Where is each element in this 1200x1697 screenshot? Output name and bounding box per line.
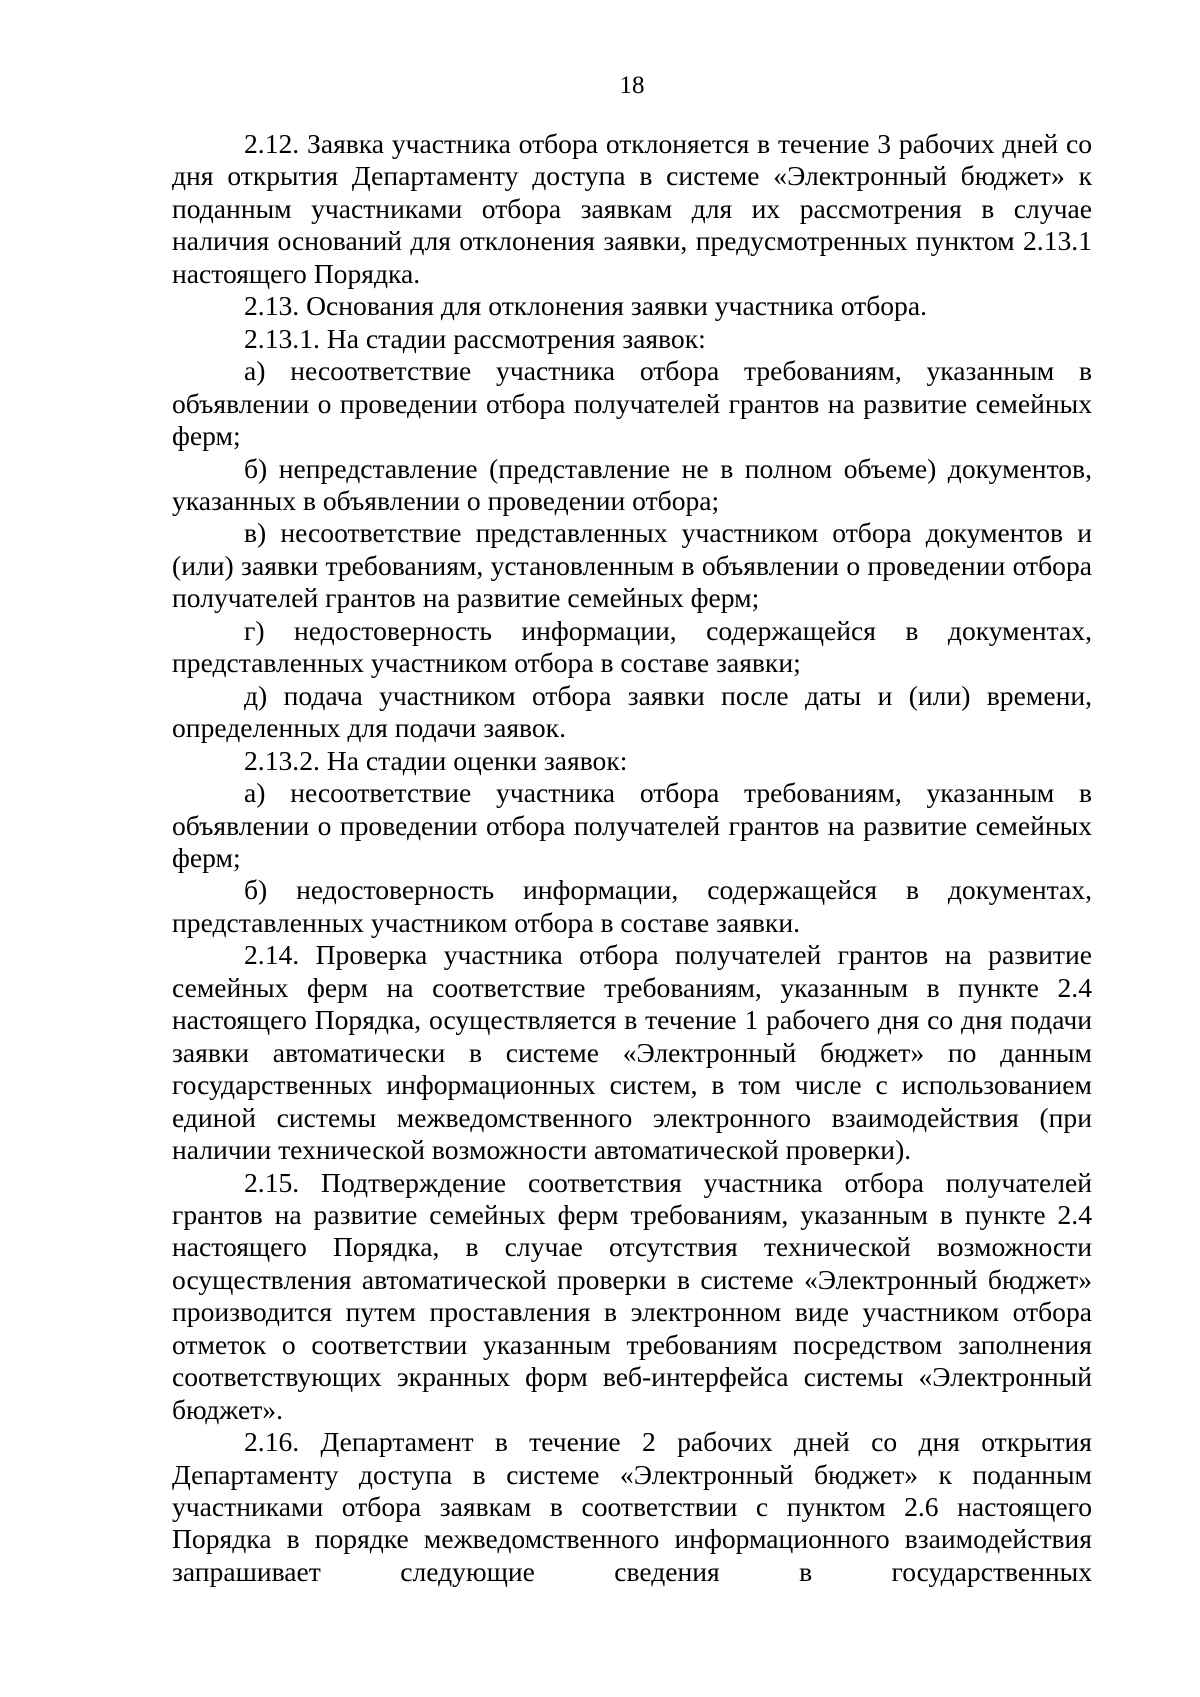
paragraph-2-12: 2.12. Заявка участника отбора отклоняется в течение 3 рабочих дней со дня открытия Департаменту доступа в системе «Электронный бюджет» к поданным участниками отбора заявкам для их рассмотрения в случае наличия оснований для отклонения заявки, предусмотренных пунктом 2.13.1 настоящего Порядка. <box>172 128 1092 289</box>
paragraph-2-13-1-a: а) несоответствие участника отбора требованиям, указанным в объявлении о проведении отбора получателей грантов на развитие семейных ферм; <box>172 355 1092 452</box>
document-body <box>172 128 1092 1588</box>
paragraph-2-13-1-b: б) непредставление (представление не в полном объеме) документов, указанных в объявлении о проведении отбора; <box>172 452 1092 516</box>
paragraph-2-13-2: 2.13.2. На стадии оценки заявок: <box>244 744 628 776</box>
paragraph-2-13-1-d: д) подача участником отбора заявки после даты и (или) времени, определенных для подачи заявок. <box>172 679 1092 744</box>
paragraph-2-13-2-b: б) недостоверность информации, содержащейся в документах, представленных участником отбора в составе заявки. <box>172 874 1092 938</box>
page-number: 18 <box>619 72 645 99</box>
paragraph-2-13-2-a: а) несоответствие участника отбора требованиям, указанным в объявлении о проведении отбора получателей грантов на развитие семейных ферм; <box>172 777 1092 873</box>
paragraph-2-16: 2.16. Департамент в течение 2 рабочих дней со дня открытия Департаменту доступа в системе «Электронный бюджет» к поданным участниками отбора заявкам в соответствии с пунктом 2.6 настоящего Порядка в порядке межведомственного информационного взаимодействия запрашивает следующие сведения в государственных <box>172 1426 1092 1587</box>
paragraph-2-15: 2.15. Подтверждение соответствия участника отбора получателей грантов на развитие семейных ферм требованиям, указанным в пункте 2.4 настоящего Порядка, в случае отсутствия технической возможности осуществления автоматической проверки в системе «Электронный бюджет» производится путем проставления в электронном виде участником отбора отметок о соответствии указанным требованиям посредством заполнения соответствующих экранных форм веб-интерфейса системы «Электронный бюджет». <box>172 1166 1092 1425</box>
paragraph-2-14: 2.14. Проверка участника отбора получателей грантов на развитие семейных ферм на соответствие требованиям, указанным в пункте 2.4 настоящего Порядка, осуществляется в течение 1 рабочего дня со дня подачи заявки автоматически в системе «Электронный бюджет» по данным государственных информационных систем, в том числе с использованием единой системы межведомственного электронного взаимодействия (при наличии технической возможности автоматической проверки). <box>172 939 1092 1166</box>
paragraph-2-13-1: 2.13.1. На стадии рассмотрения заявок: <box>244 322 706 354</box>
paragraph-2-13: 2.13. Основания для отклонения заявки участника отбора. <box>244 290 927 322</box>
paragraph-2-13-1-g: г) недостоверность информации, содержащейся в документах, представленных участником отбора в составе заявки; <box>172 614 1092 679</box>
paragraph-2-13-1-v: в) несоответствие представленных участником отбора документов и (или) заявки требованиям, установленным в объявлении о проведении отбора получателей грантов на развитие семейных ферм; <box>172 517 1092 614</box>
